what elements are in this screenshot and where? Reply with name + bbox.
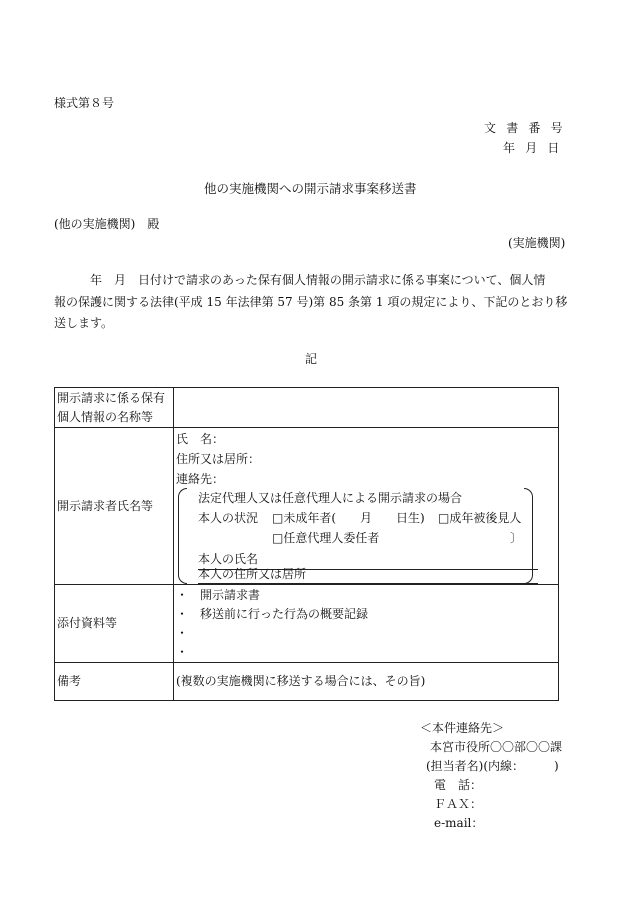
requester-cell	[174, 428, 559, 585]
principal-name-label: 本人の氏名	[198, 552, 259, 566]
transfer-form-table	[54, 387, 559, 701]
body-line-2: 報の保護に関する法律(平成 15 年法律第 57 号)第 85 条第 1 項の規定により、下記のとおり移	[54, 295, 568, 309]
remarks-label: 備考	[55, 663, 174, 701]
item-name-value	[174, 388, 559, 428]
attachment-item: ・ 開示請求書	[176, 587, 261, 602]
table-row	[55, 663, 559, 701]
table-row	[55, 428, 559, 585]
date-label: 年月日	[503, 141, 570, 155]
bracket-close: 〕	[510, 531, 523, 545]
remarks-value: (複数の実施機関に移送する場合には、その旨)	[174, 663, 559, 701]
attachment-item: ・	[176, 625, 189, 640]
contact-fax: ＦＡＸ：	[434, 797, 483, 811]
form-number: 様式第８号	[54, 96, 115, 110]
principal-address-line	[198, 583, 538, 584]
document-number-label: 文書番号	[484, 121, 573, 135]
attachments-label: 添付資料等	[55, 585, 174, 663]
left-brace	[178, 488, 187, 584]
document-title: 他の実施機関への開示請求事案移送書	[204, 181, 417, 196]
requester-name: 氏 名：	[176, 432, 225, 446]
table-row	[55, 585, 559, 663]
contact-heading: ＜本件連絡先＞	[420, 721, 505, 735]
addressee: (他の実施機関) 殿	[54, 217, 160, 231]
minor-checkbox[interactable]: □未成年者( 月 日生)	[272, 511, 425, 525]
attachment-item: ・ 移送前に行った行為の概要記録	[176, 606, 369, 621]
contact-phone: 電 話：	[434, 778, 483, 792]
contact-block	[420, 719, 562, 833]
sender: (実施機関)	[508, 236, 566, 250]
ki-mark: 記	[305, 352, 318, 366]
body-line-1: 年 月 日付けで請求のあった保有個人情報の開示請求に係る事案について、個人情	[90, 273, 546, 287]
contact-person: (担当者名)(内線： )	[426, 759, 559, 773]
principal-address-label: 本人の住所又は居所	[198, 567, 307, 581]
item-name-label: 開示請求に係る保有 個人情報の名称等	[55, 388, 174, 428]
proxy-title: 法定代理人又は任意代理人による開示請求の場合	[198, 491, 463, 505]
status-label: 本人の状況	[198, 511, 259, 525]
ward-checkbox[interactable]: □成年被後見人	[438, 511, 522, 525]
requester-label: 開示請求者氏名等	[55, 428, 174, 585]
contact-email: e-mail：	[434, 816, 484, 830]
attachments-cell	[174, 585, 559, 663]
contact-office: 本宮市役所〇〇部〇〇課	[430, 740, 563, 754]
requester-contact: 連絡先：	[176, 472, 225, 486]
agent-checkbox[interactable]: □任意代理人委任者	[272, 531, 380, 545]
attachment-item: ・	[176, 644, 189, 659]
table-row	[55, 388, 559, 428]
requester-address: 住所又は居所：	[176, 452, 261, 466]
body-line-3: 送します。	[54, 316, 114, 330]
